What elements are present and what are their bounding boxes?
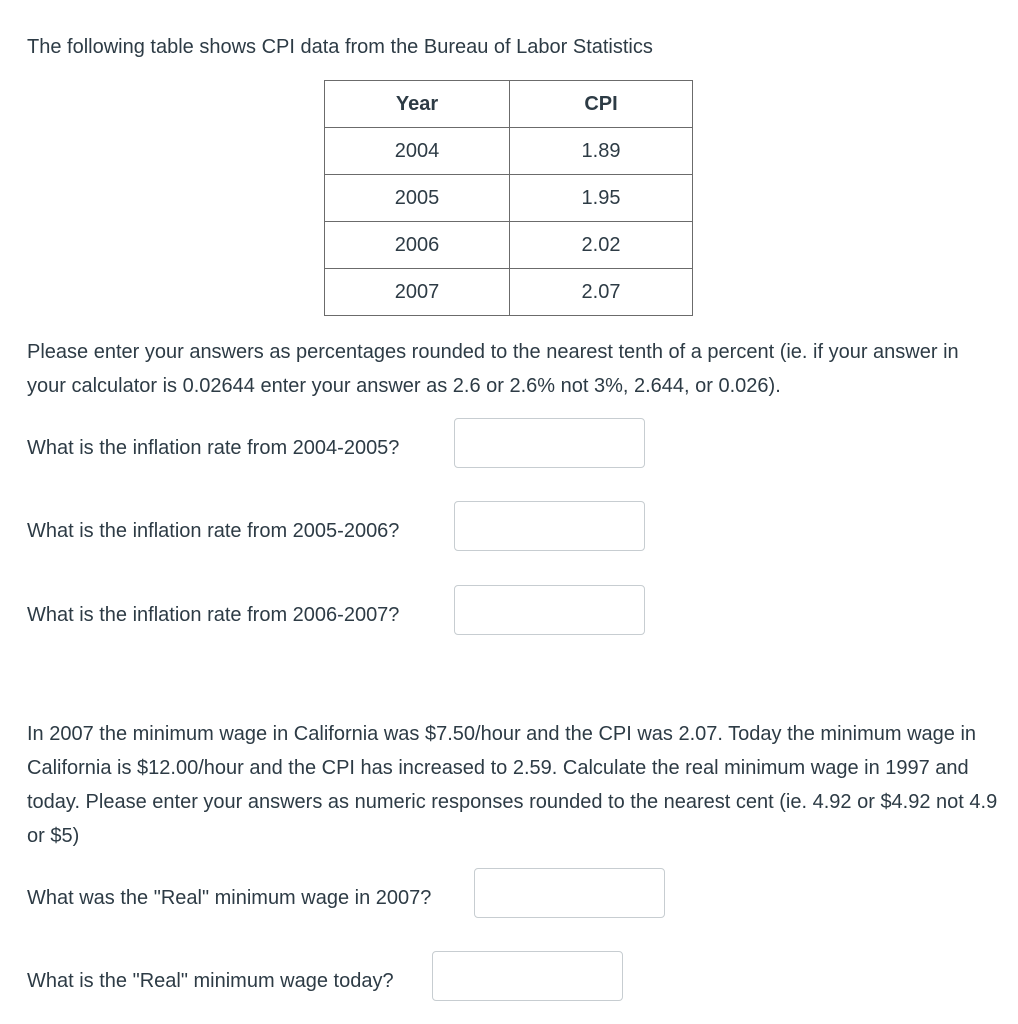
header-cpi: CPI xyxy=(510,81,693,128)
answer-inflation-2004-2005-input[interactable] xyxy=(454,418,645,468)
instructions-percent: Please enter your answers as percentages rounded to the nearest tenth of a percent (ie. if your answer in your calculator is 0.02644 enter your answer as 2.6 or 2.6% not 3%, 2.644, or 0.026). xyxy=(27,341,959,397)
table-row xyxy=(325,269,693,316)
cell-year: 2006 xyxy=(325,222,510,269)
table-row xyxy=(325,175,693,222)
question-real-wage-2007: What was the "Real" minimum wage in 2007? xyxy=(27,887,432,909)
answer-real-wage-today-input[interactable] xyxy=(432,951,623,1001)
question-real-wage-today: What is the "Real" minimum wage today? xyxy=(27,970,394,992)
cell-cpi: 1.95 xyxy=(510,175,693,222)
question-inflation-2005-2006: What is the inflation rate from 2005-2006? xyxy=(27,520,400,542)
answer-inflation-2005-2006-input[interactable] xyxy=(454,501,645,551)
cpi-table xyxy=(324,80,693,316)
question-inflation-2004-2005: What is the inflation rate from 2004-2005? xyxy=(27,437,400,459)
question-inflation-2006-2007: What is the inflation rate from 2006-2007? xyxy=(27,604,400,626)
answer-real-wage-2007-input[interactable] xyxy=(474,868,665,918)
cell-year: 2004 xyxy=(325,128,510,175)
table-row xyxy=(325,128,693,175)
intro-text: The following table shows CPI data from the Bureau of Labor Statistics xyxy=(27,36,653,58)
cell-year: 2005 xyxy=(325,175,510,222)
header-year: Year xyxy=(325,81,510,128)
cell-year: 2007 xyxy=(325,269,510,316)
cell-cpi: 2.07 xyxy=(510,269,693,316)
cell-cpi: 1.89 xyxy=(510,128,693,175)
answer-inflation-2006-2007-input[interactable] xyxy=(454,585,645,635)
instructions-wage: In 2007 the minimum wage in California was $7.50/hour and the CPI was 2.07. Today the minimum wage in California is $12.00/hour and the CPI has increased to 2.59. Calculate the real minimum wage in 1997 and today. Please enter your answers as numeric responses rounded to the nearest cent (ie. 4.92 or $4.92 not 4.9 or $5) xyxy=(27,723,998,847)
table-header-row xyxy=(325,81,693,128)
cell-cpi: 2.02 xyxy=(510,222,693,269)
table-row xyxy=(325,222,693,269)
